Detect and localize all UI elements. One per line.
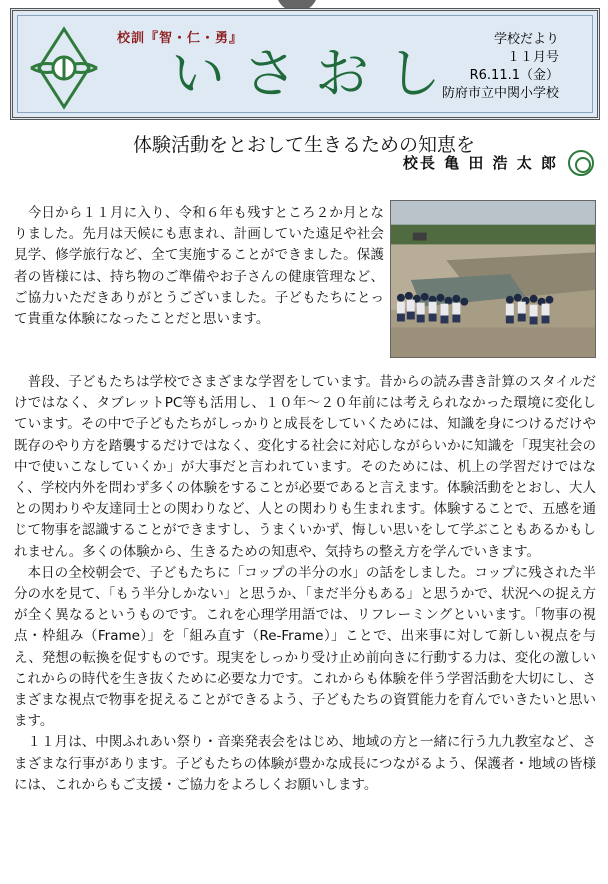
school-crest-icon bbox=[27, 25, 101, 111]
issue-date: R6.11.1（金） bbox=[469, 68, 559, 83]
school-seal-icon bbox=[568, 150, 594, 176]
newsletter-label: 学校だより bbox=[493, 32, 559, 47]
article-body bbox=[14, 372, 596, 796]
issue-info bbox=[409, 31, 559, 103]
school-name: 防府市立中関小学校 bbox=[441, 86, 559, 101]
article-paragraph-3: 本日の全校朝会で、子どもたちに「コップの半分の水」の話をしました。コップに残された半分の水を見て、「もう半分しかない」と思うか、「まだ半分もある」と思うかで、状況への捉え方が全く異なるというものです。これを心理学用語では、リフレーミングといいます。「物事の視点・枠組み（Frame）」を「組み直す（Re-Frame）」ことで、出来事に対して新しい視点を与え、発想の転換を促すものです。現実をしっかり受け止め前向きに行動する力は、変化の激しいこれからの時代を生き抜くために必要な力です。これからも体験を伴う学習活動を大切にし、さまざまな視点で物事を捉えることができるよう、子どもたちの資質能力を育んでいきたいと思います。 bbox=[14, 564, 596, 730]
newsletter-header bbox=[10, 8, 600, 120]
article-headline: 体験活動をとおして生きるための知恵を bbox=[132, 134, 475, 156]
issue-number: １１月号 bbox=[506, 50, 559, 65]
article-paragraph-1: 今日から１１月に入り、令和６年も残すところ２か月となりました。先月は天候にも恵まれ、計画していた遠足や社会見学、修学旅行など、全て実施することができました。保護者の皆様には、持ち物のご準備やお子さんの健康管理など、ご協力いただきありがとうございました。子どもたちにとって貴重な体験になったことだと思います。 bbox=[14, 205, 384, 328]
principal-byline: 校長 亀 田 浩 太 郎 bbox=[402, 154, 558, 172]
article-paragraph-2: 普段、子どもたちは学校でさまざまな学習をしています。昔からの読み書き計算のスタイルだけではなく、タブレットPC等も活用し、１０年～２０年前には考えられなかった環境に変化しています。その中で子どもたちがしっかりと成長をしていくためには、知識を身につけるだけや既存のやり方を踏襲するだけではなく、変化する社会に対応しながらいかに知識を「現実社会の中で使いこなしていくか」が大事だと言われています。そのためには、机上の学習だけではなく、学校内外を問わず多くの体験をすることが必要であると言えます。体験活動をとおし、大人との関わりや友達同士との関わりなど、人との関わりも生まれます。体験することで、五感を通じて物事を認識することができますし、うまくいかず、悔しい思いをして学ぶこともあるかもしれません。多くの体験から、生きるための知恵や、気持ちの整え方を学んでいきます。 bbox=[14, 374, 596, 560]
field-trip-photo bbox=[390, 200, 596, 358]
newsletter-title: いさおし bbox=[171, 42, 459, 105]
article-paragraph-4: １１月は、中関ふれあい祭り・音楽発表会をはじめ、地域の方と一緒に行う九九教室など、さまざまな行事があります。子どもたちの体験が豊かな成長につながるよう、保護者・地域の皆様には、これからもご支援・ご協力をよろしくお願いします。 bbox=[14, 734, 596, 793]
school-motto: 校訓『智・仁・勇』 bbox=[117, 31, 244, 46]
